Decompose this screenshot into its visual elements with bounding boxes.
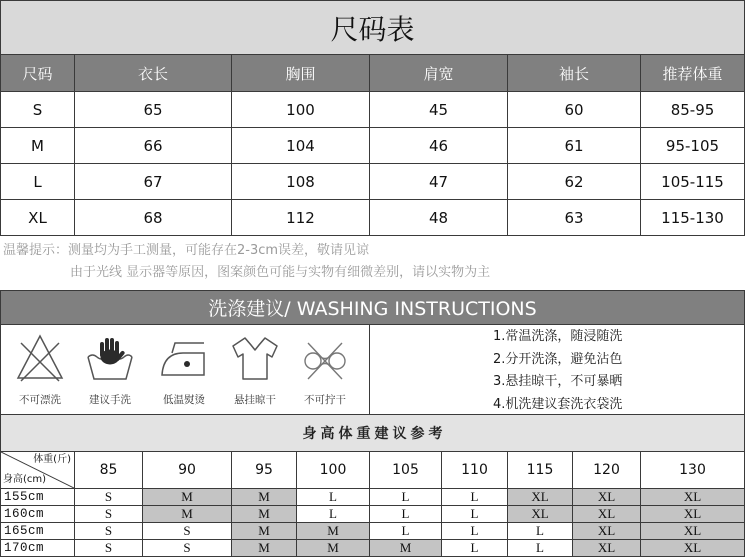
recommended-weight-value: 95-105: [641, 128, 745, 164]
size-row: [0, 128, 745, 164]
sleeve-value: 60: [508, 92, 641, 128]
height-label: 165cm: [0, 523, 75, 540]
recommended-size: XL: [508, 506, 573, 523]
care-symbol-label: 悬挂晾干: [234, 394, 276, 406]
recommended-size: L: [370, 523, 442, 540]
size-label: L: [0, 164, 75, 200]
weight-header: 95: [232, 452, 297, 489]
size-label: S: [0, 92, 75, 128]
column-header-sleeve: 袖长: [508, 55, 641, 92]
recommended-size: M: [232, 489, 297, 506]
weight-header: 85: [75, 452, 143, 489]
shoulder-value: 47: [370, 164, 508, 200]
care-symbol: [149, 325, 219, 414]
weight-header: 130: [641, 452, 745, 489]
recommended-size: L: [508, 540, 573, 557]
recommended-size: M: [232, 506, 297, 523]
recommended-size: L: [442, 489, 508, 506]
weight-header: 100: [297, 452, 370, 489]
recommended-size: L: [297, 489, 370, 506]
height-axis-label: 身高(cm): [3, 474, 47, 485]
recommended-size: L: [370, 489, 442, 506]
height-weight-reference-title-band: [0, 415, 745, 452]
recommended-size: M: [370, 540, 442, 557]
column-header-chest: 胸围: [232, 55, 370, 92]
recommended-size: XL: [573, 506, 641, 523]
height-row: [0, 540, 745, 557]
column-header-shoulder: 肩宽: [370, 55, 508, 92]
length-value: 68: [75, 200, 232, 236]
weight-header: 90: [143, 452, 232, 489]
recommended-size: XL: [573, 523, 641, 540]
chest-value: 108: [232, 164, 370, 200]
weight-axis-label: 体重(斤): [33, 454, 71, 465]
recommended-size: M: [143, 506, 232, 523]
recommended-weight-value: 115-130: [641, 200, 745, 236]
recommended-size: XL: [573, 540, 641, 557]
no-wring-icon: [300, 333, 350, 383]
chest-value: 104: [232, 128, 370, 164]
recommended-size: S: [75, 523, 143, 540]
size-row: [0, 200, 745, 236]
hand-wash-icon: [85, 333, 135, 383]
washing-instructions-panel: [0, 325, 745, 415]
height-weight-reference-table: [0, 452, 745, 557]
size-label: XL: [0, 200, 75, 236]
recommended-size: M: [297, 540, 370, 557]
recommended-size: M: [143, 489, 232, 506]
note-line: 由于光线 显示器等原因，图案颜色可能与实物有细微差别，请以实物为主: [70, 265, 491, 280]
care-symbol-label: 不可漂洗: [19, 394, 61, 406]
hang-dry-icon: [230, 333, 280, 383]
recommended-weight-value: 105-115: [641, 164, 745, 200]
size-table-header-row: [0, 55, 745, 92]
care-symbol: [75, 325, 145, 414]
sleeve-value: 63: [508, 200, 641, 236]
recommended-size: L: [297, 506, 370, 523]
weight-header: 105: [370, 452, 442, 489]
sleeve-value: 62: [508, 164, 641, 200]
length-value: 67: [75, 164, 232, 200]
care-symbol-label: 建议手洗: [89, 394, 131, 406]
care-symbol: [290, 325, 360, 414]
washing-tip: 4.机洗建议套洗衣袋洗: [493, 396, 623, 412]
size-label: M: [0, 128, 75, 164]
washing-tip: 3.悬挂晾干，不可暴晒: [493, 374, 623, 389]
shoulder-value: 45: [370, 92, 508, 128]
size-row: [0, 92, 745, 128]
height-row: [0, 523, 745, 540]
size-chart-title: 尺码表: [330, 12, 415, 46]
recommended-size: XL: [641, 506, 745, 523]
note-line: 温馨提示：测量均为手工测量，可能存在2-3cm误差，敬请见谅: [3, 243, 370, 258]
height-label: 160cm: [0, 506, 75, 523]
length-value: 65: [75, 92, 232, 128]
recommended-size: L: [370, 506, 442, 523]
recommended-size: XL: [573, 489, 641, 506]
recommended-size: S: [75, 540, 143, 557]
recommended-size: XL: [641, 489, 745, 506]
chest-value: 112: [232, 200, 370, 236]
recommended-size: S: [143, 523, 232, 540]
height-label: 170cm: [0, 540, 75, 557]
recommended-size: L: [442, 506, 508, 523]
height-weight-reference-title: 身高体重建议参考: [302, 426, 447, 442]
size-table: [0, 55, 745, 236]
washing-instructions-header: [0, 290, 745, 325]
care-symbol-label: 低温熨烫: [163, 394, 205, 406]
recommended-size: XL: [641, 540, 745, 557]
weight-header-row: [0, 452, 745, 489]
washing-tips: [493, 326, 622, 416]
recommended-size: S: [75, 506, 143, 523]
recommended-size: XL: [641, 523, 745, 540]
column-header-length: 衣长: [75, 55, 232, 92]
recommended-weight-value: 85-95: [641, 92, 745, 128]
shoulder-value: 46: [370, 128, 508, 164]
recommended-size: L: [508, 523, 573, 540]
weight-header: 120: [573, 452, 641, 489]
washing-instructions-title: 洗涤建议/ WASHING INSTRUCTIONS: [208, 298, 537, 320]
corner-header-cell: [0, 452, 75, 489]
height-label: 155cm: [0, 489, 75, 506]
weight-header: 110: [442, 452, 508, 489]
size-chart-title-band: [0, 0, 745, 55]
no-bleach-icon: [15, 333, 65, 383]
recommended-size: L: [442, 540, 508, 557]
low-temperature-iron-icon: [159, 333, 209, 383]
recommended-size: M: [232, 523, 297, 540]
care-symbol: [220, 325, 290, 414]
weight-header: 115: [508, 452, 573, 489]
recommended-size: M: [297, 523, 370, 540]
care-symbols: [1, 325, 370, 414]
measurement-notes: [0, 236, 745, 290]
size-row: [0, 164, 745, 200]
recommended-size: XL: [508, 489, 573, 506]
washing-tip: 1.常温洗涤，随浸随洗: [493, 329, 623, 344]
height-row: [0, 489, 745, 506]
column-header-size: 尺码: [0, 55, 75, 92]
chest-value: 100: [232, 92, 370, 128]
length-value: 66: [75, 128, 232, 164]
recommended-size: M: [232, 540, 297, 557]
care-symbol: [5, 325, 75, 414]
recommended-size: S: [143, 540, 232, 557]
sleeve-value: 61: [508, 128, 641, 164]
column-header-recommended-weight: 推荐体重: [641, 55, 745, 92]
recommended-size: S: [75, 489, 143, 506]
shoulder-value: 48: [370, 200, 508, 236]
recommended-size: L: [442, 523, 508, 540]
height-row: [0, 506, 745, 523]
care-symbol-label: 不可拧干: [304, 394, 346, 406]
washing-tip: 2.分开洗涤，避免沾色: [493, 351, 623, 367]
